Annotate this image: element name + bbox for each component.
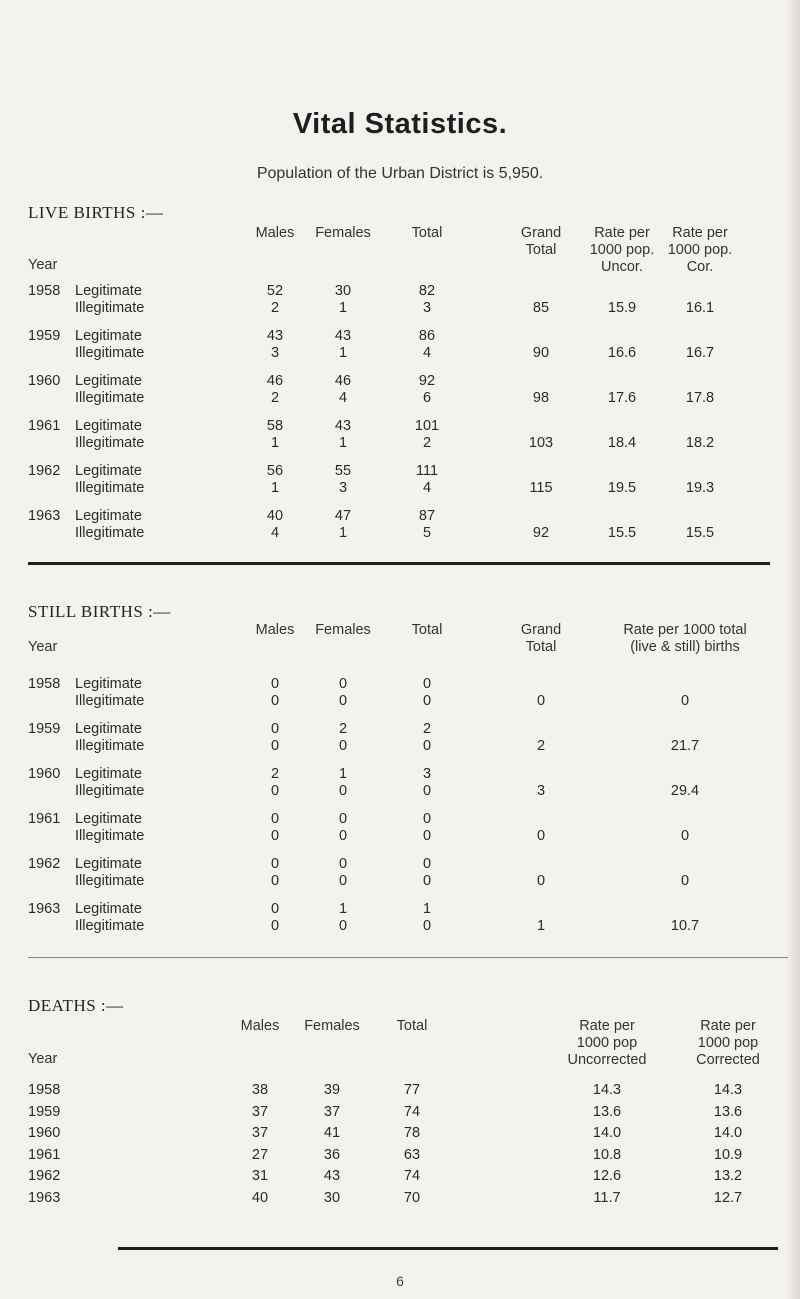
total-cell: 2 <box>422 435 432 451</box>
live-year-header: Year <box>28 257 58 273</box>
females-cell: 0 <box>338 811 348 827</box>
grand-total-cell: 2 <box>536 738 546 754</box>
header-line: Rate per <box>594 225 650 241</box>
header-line: Grand <box>520 622 562 638</box>
males-cell: 2 <box>270 300 280 316</box>
rate-corrected-cell: 14.3 <box>713 1082 743 1098</box>
year-cell: 1959 <box>28 328 61 344</box>
rate-corrected-cell: 15.5 <box>685 525 715 541</box>
year-cell: 1960 <box>28 373 61 389</box>
row-label-illegitimate: Illegitimate <box>75 390 145 406</box>
grand-total-cell: 85 <box>532 300 550 316</box>
males-cell: 0 <box>270 738 280 754</box>
rate-cell: 0 <box>680 828 690 844</box>
females-cell: 47 <box>334 508 352 524</box>
year-cell: 1960 <box>28 766 61 782</box>
males-cell: 1 <box>270 480 280 496</box>
females-cell: 1 <box>338 766 348 782</box>
total-cell: 6 <box>422 390 432 406</box>
total-cell: 77 <box>403 1082 421 1098</box>
deaths-year-header: Year <box>28 1051 58 1067</box>
deaths-rate-uncor-header <box>552 1018 662 1069</box>
header-line: Rate per 1000 total <box>623 622 747 638</box>
row-label-illegitimate: Illegitimate <box>75 738 145 754</box>
year-cell: 1963 <box>28 1189 61 1206</box>
total-cell: 1 <box>422 901 432 917</box>
live-births-heading: LIVE BIRTHS :— <box>28 203 164 222</box>
grand-total-cell: 0 <box>536 693 546 709</box>
males-cell: 37 <box>251 1125 269 1141</box>
males-cell: 46 <box>266 373 284 389</box>
males-cell: 0 <box>270 828 280 844</box>
total-cell: 0 <box>422 811 432 827</box>
total-cell: 82 <box>418 283 436 299</box>
grand-total-cell: 0 <box>536 873 546 889</box>
grand-total-cell: 3 <box>536 783 546 799</box>
rate-cell: 10.7 <box>670 918 700 934</box>
grand-total-cell: 103 <box>528 435 554 451</box>
total-cell: 4 <box>422 345 432 361</box>
live-rate-uncor-header <box>584 225 660 276</box>
grand-total-cell: 92 <box>532 525 550 541</box>
row-label-legitimate: Legitimate <box>75 676 142 692</box>
header-line: Cor. <box>686 259 714 275</box>
still-total-header: Total <box>411 622 443 638</box>
females-cell: 30 <box>334 283 352 299</box>
total-cell: 0 <box>422 783 432 799</box>
section-divider <box>28 562 770 565</box>
rate-uncorrected-cell: 18.4 <box>607 435 637 451</box>
year-cell: 1962 <box>28 463 61 479</box>
total-cell: 2 <box>422 721 432 737</box>
live-rate-cor-header <box>662 225 738 276</box>
males-cell: 0 <box>270 811 280 827</box>
males-cell: 56 <box>266 463 284 479</box>
year-cell: 1961 <box>28 1146 61 1163</box>
males-cell: 40 <box>251 1189 269 1206</box>
total-cell: 0 <box>422 676 432 692</box>
females-cell: 1 <box>338 435 348 451</box>
total-cell: 70 <box>403 1189 421 1206</box>
row-label-legitimate: Legitimate <box>75 901 142 917</box>
rate-corrected-cell: 16.1 <box>685 300 715 316</box>
total-cell: 0 <box>422 738 432 754</box>
males-cell: 0 <box>270 721 280 737</box>
still-year-header: Year <box>28 639 58 655</box>
females-cell: 36 <box>323 1146 341 1163</box>
year-cell: 1958 <box>28 676 61 692</box>
header-line: Total <box>525 242 557 258</box>
males-cell: 43 <box>266 328 284 344</box>
females-cell: 43 <box>334 418 352 434</box>
header-line: Uncor. <box>601 259 643 275</box>
total-cell: 0 <box>422 918 432 934</box>
males-cell: 1 <box>270 435 280 451</box>
rate-uncorrected-cell: 15.9 <box>607 300 637 316</box>
total-cell: 0 <box>422 873 432 889</box>
males-cell: 40 <box>266 508 284 524</box>
total-cell: 86 <box>418 328 436 344</box>
live-males-header: Males <box>255 225 295 241</box>
females-cell: 0 <box>338 873 348 889</box>
total-cell: 0 <box>422 828 432 844</box>
males-cell: 0 <box>270 918 280 934</box>
rate-uncorrected-cell: 13.6 <box>592 1103 622 1120</box>
header-line: 1000 pop. <box>667 242 733 258</box>
population-note: Population of the Urban District is 5,950. <box>256 165 544 182</box>
males-cell: 0 <box>270 901 280 917</box>
row-label-illegitimate: Illegitimate <box>75 435 145 451</box>
still-births-heading: STILL BIRTHS :— <box>28 602 171 621</box>
grand-total-cell: 0 <box>536 828 546 844</box>
header-line: Corrected <box>696 1052 760 1068</box>
males-cell: 4 <box>270 525 280 541</box>
rate-cell: 0 <box>680 873 690 889</box>
grand-total-cell: 98 <box>532 390 550 406</box>
females-cell: 41 <box>323 1125 341 1141</box>
row-label-legitimate: Legitimate <box>75 328 142 344</box>
still-grand-total-header <box>508 622 574 656</box>
females-cell: 43 <box>334 328 352 344</box>
live-grand-total-header <box>508 225 574 259</box>
males-cell: 0 <box>270 783 280 799</box>
males-cell: 0 <box>270 873 280 889</box>
row-label-legitimate: Legitimate <box>75 418 142 434</box>
males-cell: 37 <box>251 1103 269 1120</box>
year-cell: 1958 <box>28 283 61 299</box>
females-cell: 1 <box>338 300 348 316</box>
rate-uncorrected-cell: 12.6 <box>592 1168 622 1184</box>
year-cell: 1959 <box>28 1103 61 1120</box>
total-cell: 87 <box>418 508 436 524</box>
header-line: Rate per <box>579 1018 635 1034</box>
row-label-legitimate: Legitimate <box>75 283 142 299</box>
year-cell: 1958 <box>28 1082 61 1098</box>
year-cell: 1962 <box>28 1168 61 1184</box>
rate-corrected-cell: 18.2 <box>685 435 715 451</box>
females-cell: 0 <box>338 918 348 934</box>
page-number: 6 <box>396 1273 404 1289</box>
deaths-females-header: Females <box>304 1018 360 1034</box>
rate-uncorrected-cell: 10.8 <box>592 1146 622 1163</box>
total-cell: 63 <box>403 1146 421 1163</box>
header-line: 1000 pop <box>576 1035 638 1051</box>
rate-corrected-cell: 17.8 <box>685 390 715 406</box>
rate-uncorrected-cell: 16.6 <box>607 345 637 361</box>
females-cell: 39 <box>323 1082 341 1098</box>
total-cell: 3 <box>422 300 432 316</box>
males-cell: 2 <box>270 766 280 782</box>
total-cell: 92 <box>418 373 436 389</box>
row-label-illegitimate: Illegitimate <box>75 693 145 709</box>
females-cell: 0 <box>338 856 348 872</box>
row-label-illegitimate: Illegitimate <box>75 525 145 541</box>
year-cell: 1961 <box>28 418 61 434</box>
total-cell: 0 <box>422 856 432 872</box>
rate-corrected-cell: 16.7 <box>685 345 715 361</box>
row-label-illegitimate: Illegitimate <box>75 873 145 889</box>
males-cell: 58 <box>266 418 284 434</box>
row-label-legitimate: Legitimate <box>75 856 142 872</box>
deaths-rate-cor-header <box>678 1018 778 1069</box>
females-cell: 0 <box>338 693 348 709</box>
rate-corrected-cell: 13.6 <box>713 1103 743 1120</box>
year-cell: 1959 <box>28 721 61 737</box>
year-cell: 1963 <box>28 508 61 524</box>
row-label-legitimate: Legitimate <box>75 721 142 737</box>
total-cell: 74 <box>403 1103 421 1120</box>
females-cell: 3 <box>338 480 348 496</box>
still-rate-header <box>590 622 780 656</box>
section-divider <box>118 1247 778 1250</box>
row-label-legitimate: Legitimate <box>75 373 142 389</box>
live-total-header: Total <box>411 225 443 241</box>
females-cell: 30 <box>323 1189 341 1206</box>
row-label-legitimate: Legitimate <box>75 766 142 782</box>
row-label-illegitimate: Illegitimate <box>75 480 145 496</box>
females-cell: 0 <box>338 783 348 799</box>
females-cell: 43 <box>323 1168 341 1184</box>
row-label-illegitimate: Illegitimate <box>75 783 145 799</box>
rate-uncorrected-cell: 11.7 <box>593 1189 621 1206</box>
total-cell: 3 <box>422 766 432 782</box>
females-cell: 1 <box>338 345 348 361</box>
live-females-header: Females <box>315 225 371 241</box>
total-cell: 0 <box>422 693 432 709</box>
section-divider <box>28 957 788 958</box>
females-cell: 1 <box>338 525 348 541</box>
header-line: Rate per <box>672 225 728 241</box>
row-label-legitimate: Legitimate <box>75 508 142 524</box>
header-line: Rate per <box>700 1018 756 1034</box>
rate-cell: 21.7 <box>670 738 700 754</box>
grand-total-cell: 1 <box>536 918 546 934</box>
page-edge-shadow <box>786 0 800 1299</box>
males-cell: 0 <box>270 693 280 709</box>
year-cell: 1960 <box>28 1125 61 1141</box>
row-label-illegitimate: Illegitimate <box>75 345 145 361</box>
rate-cell: 29.4 <box>670 783 700 799</box>
females-cell: 1 <box>338 901 348 917</box>
males-cell: 38 <box>251 1082 269 1098</box>
header-line: (live & still) births <box>630 639 740 655</box>
rate-corrected-cell: 12.7 <box>713 1189 743 1206</box>
page-title: Vital Statistics. <box>292 108 508 140</box>
rate-uncorrected-cell: 17.6 <box>607 390 637 406</box>
rate-uncorrected-cell: 14.0 <box>592 1125 622 1141</box>
header-line: Total <box>525 639 557 655</box>
males-cell: 2 <box>270 390 280 406</box>
females-cell: 4 <box>338 390 348 406</box>
still-females-header: Females <box>315 622 371 638</box>
total-cell: 4 <box>422 480 432 496</box>
row-label-illegitimate: Illegitimate <box>75 918 145 934</box>
females-cell: 0 <box>338 738 348 754</box>
females-cell: 46 <box>334 373 352 389</box>
deaths-males-header: Males <box>240 1018 280 1034</box>
rate-corrected-cell: 13.2 <box>713 1168 743 1184</box>
females-cell: 37 <box>323 1103 341 1120</box>
header-line: Uncorrected <box>567 1052 647 1068</box>
females-cell: 0 <box>338 676 348 692</box>
total-cell: 111 <box>415 463 439 479</box>
still-males-header: Males <box>255 622 295 638</box>
year-cell: 1963 <box>28 901 61 917</box>
males-cell: 0 <box>270 856 280 872</box>
males-cell: 0 <box>270 676 280 692</box>
females-cell: 55 <box>334 463 352 479</box>
rate-corrected-cell: 14.0 <box>713 1125 743 1141</box>
females-cell: 0 <box>338 828 348 844</box>
total-cell: 5 <box>422 525 432 541</box>
row-label-illegitimate: Illegitimate <box>75 828 145 844</box>
grand-total-cell: 90 <box>532 345 550 361</box>
row-label-legitimate: Legitimate <box>75 811 142 827</box>
header-line: 1000 pop. <box>589 242 655 258</box>
total-cell: 78 <box>403 1125 421 1141</box>
rate-corrected-cell: 19.3 <box>685 480 715 496</box>
year-cell: 1961 <box>28 811 61 827</box>
rate-uncorrected-cell: 19.5 <box>607 480 637 496</box>
males-cell: 52 <box>266 283 284 299</box>
rate-corrected-cell: 10.9 <box>713 1146 743 1163</box>
rate-uncorrected-cell: 15.5 <box>607 525 637 541</box>
total-cell: 101 <box>414 418 440 434</box>
year-cell: 1962 <box>28 856 61 872</box>
row-label-illegitimate: Illegitimate <box>75 300 145 316</box>
rate-cell: 0 <box>680 693 690 709</box>
row-label-legitimate: Legitimate <box>75 463 142 479</box>
rate-uncorrected-cell: 14.3 <box>592 1082 622 1098</box>
grand-total-cell: 115 <box>529 480 553 496</box>
header-line: 1000 pop <box>697 1035 759 1051</box>
males-cell: 3 <box>270 345 280 361</box>
males-cell: 31 <box>251 1168 269 1184</box>
females-cell: 2 <box>338 721 348 737</box>
males-cell: 27 <box>251 1146 269 1163</box>
header-line: Grand <box>520 225 562 241</box>
deaths-heading: DEATHS :— <box>28 996 124 1015</box>
deaths-total-header: Total <box>396 1018 428 1034</box>
total-cell: 74 <box>403 1168 421 1184</box>
